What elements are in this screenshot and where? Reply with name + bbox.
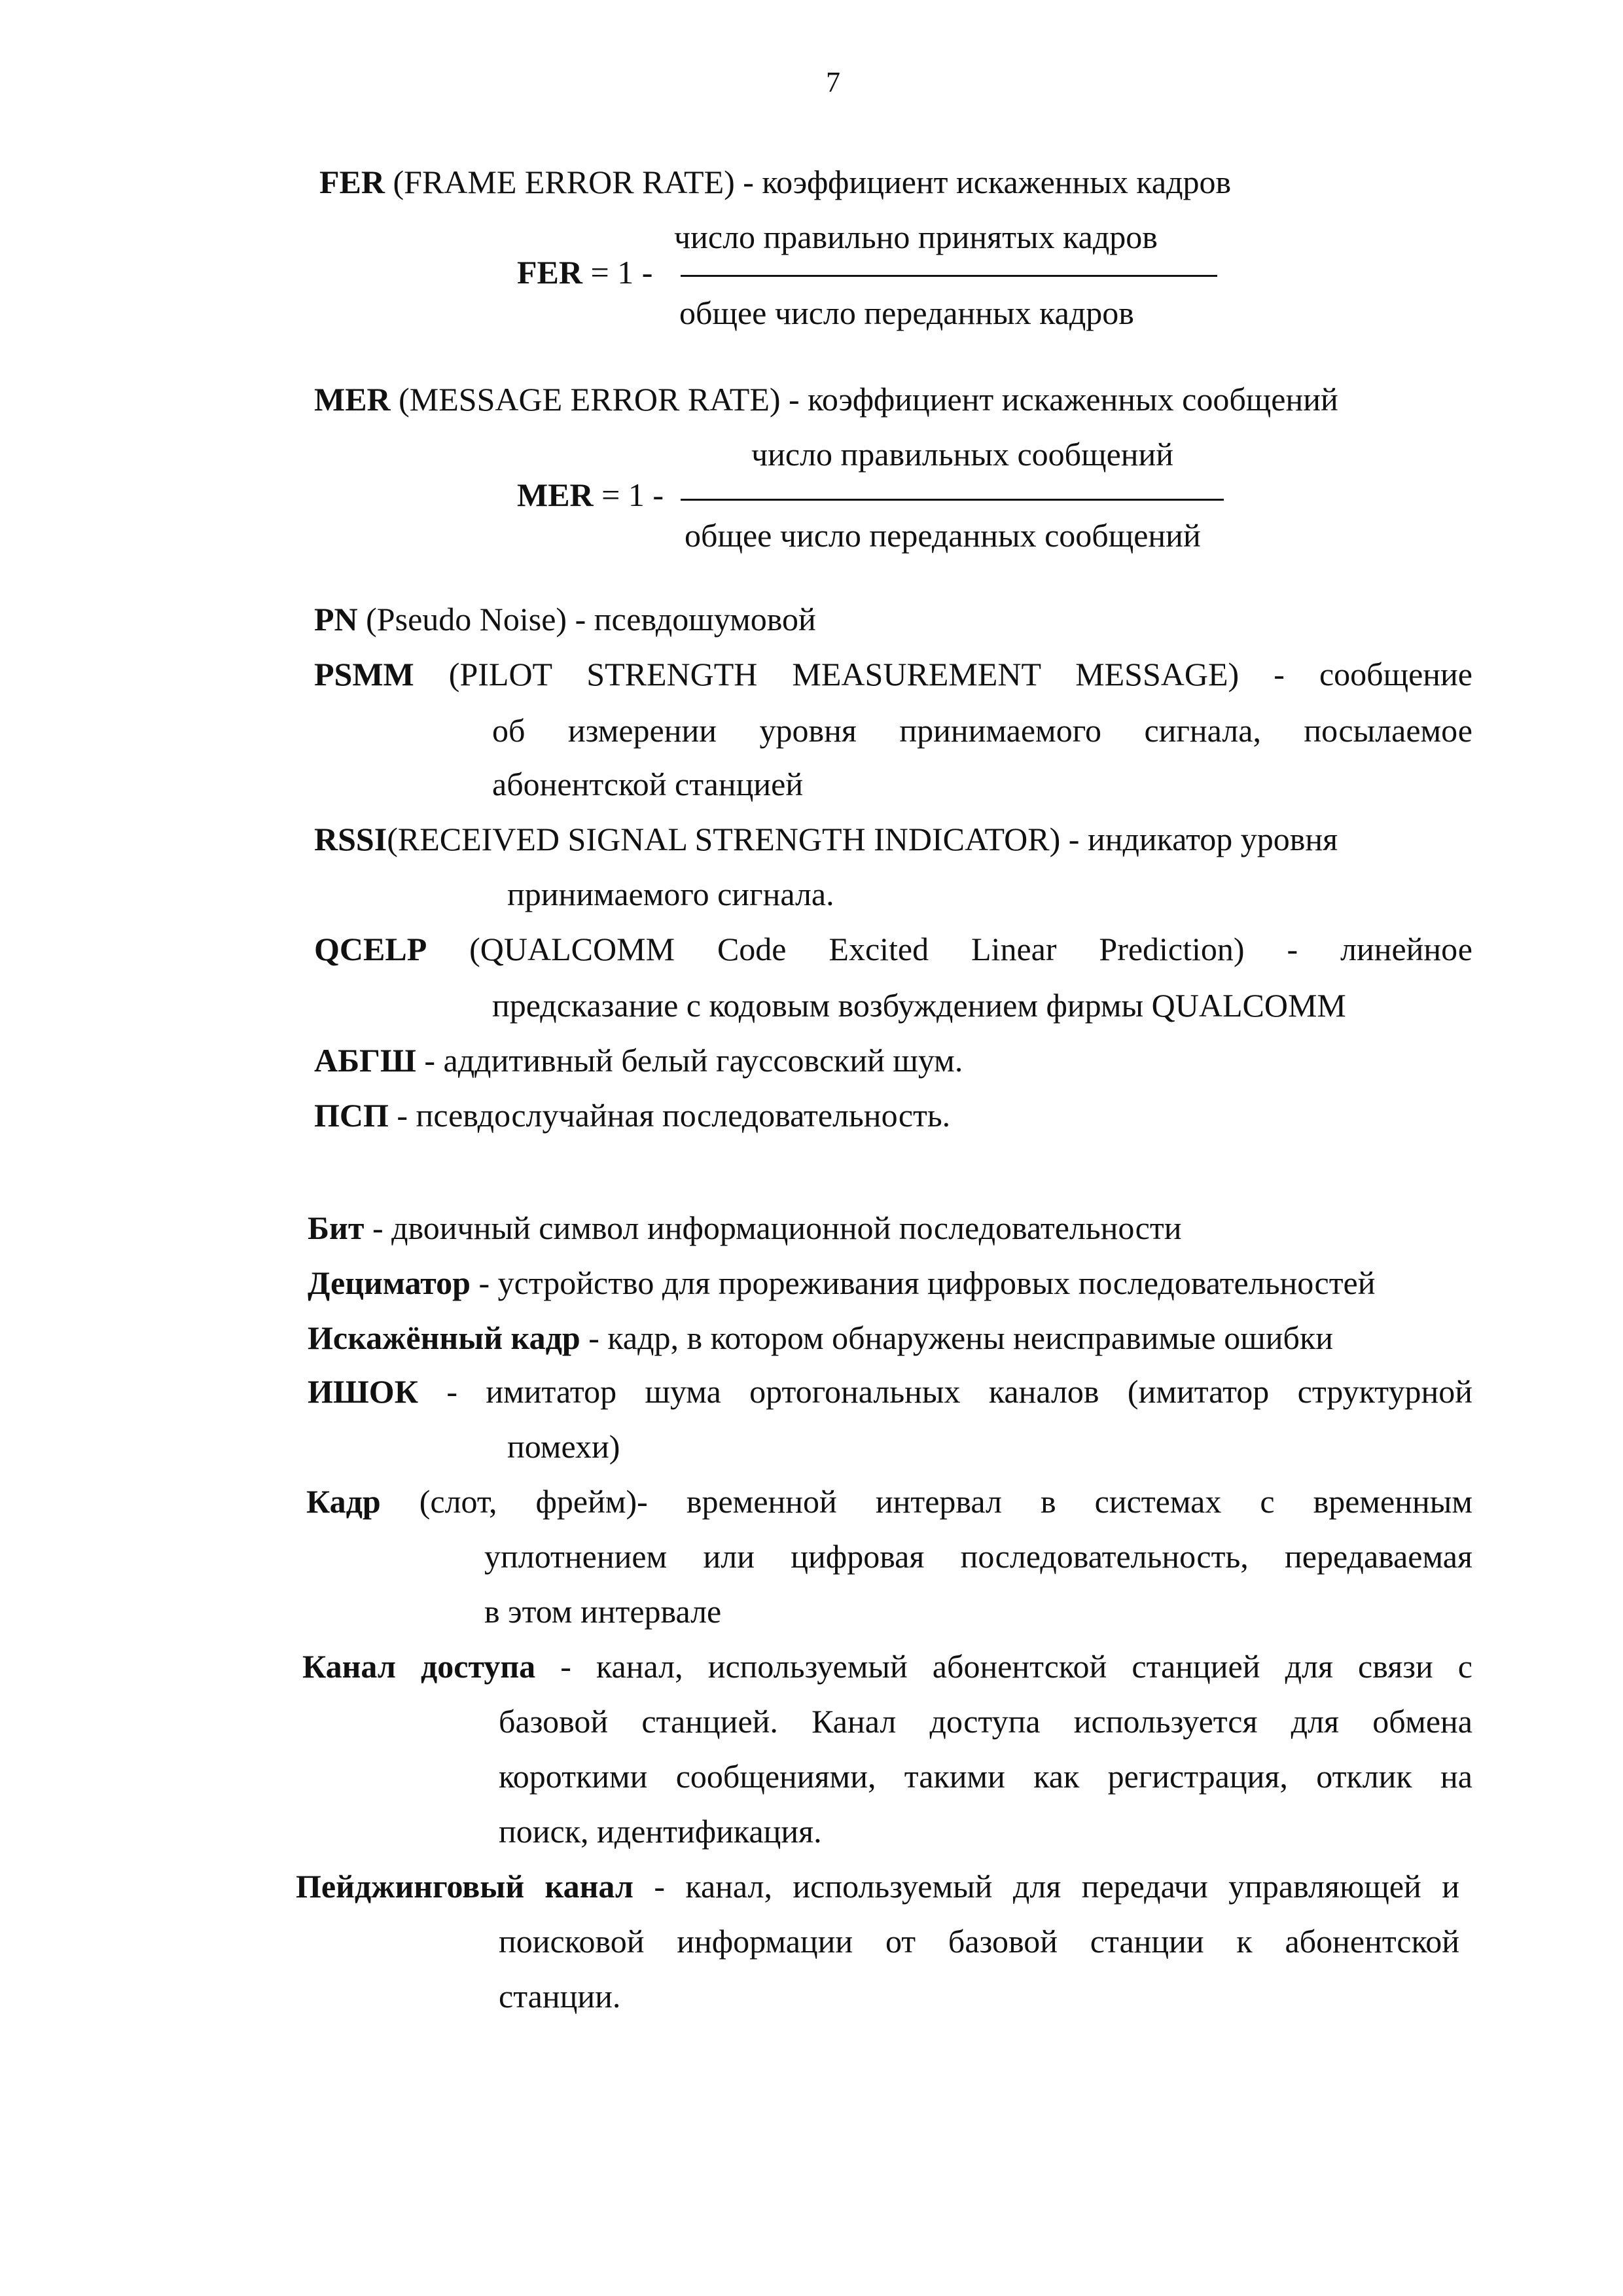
- mer-eq: = 1 -: [593, 476, 664, 513]
- mer-term: MER: [314, 381, 391, 418]
- mer-fraction-bar: [681, 499, 1224, 501]
- gloss-frame-term: Кадр: [306, 1483, 381, 1520]
- abbr-qcelp-term: QCELP: [314, 931, 427, 967]
- abbr-pn-term: PN: [314, 601, 358, 637]
- mer-heading: [314, 380, 1338, 419]
- abbr-qcelp-text1: (QUALCOMM Code Excited Linear Prediction) - линейное: [427, 931, 1472, 967]
- fer-formula-lhs: [517, 253, 652, 292]
- gloss-access-channel-line2: базовой станцией. Канал доступа используется для обмена: [499, 1703, 1472, 1740]
- mer-lhs: MER: [517, 476, 594, 513]
- gloss-ishok-text1: - имитатор шума ортогональных каналов (имитатор структурной: [418, 1373, 1472, 1410]
- gloss-ishok-line2: помехи): [507, 1428, 620, 1465]
- gloss-paging-channel-line2: поисковой информации от базовой станции к абонентской: [499, 1923, 1459, 1960]
- fer-eq: = 1 -: [582, 254, 653, 291]
- abbr-pn: [314, 600, 816, 639]
- gloss-paging-channel-line3: станции.: [499, 1978, 621, 2015]
- abbr-abgsh-def: - аддитивный белый гауссовский шум.: [416, 1042, 963, 1079]
- fer-title: (FRAME ERROR RATE) - коэффициент искаженных кадров: [385, 164, 1232, 200]
- abbr-rssi-line1: [314, 819, 1338, 859]
- fer-fraction-bar: [681, 275, 1217, 277]
- gloss-ishok-term: ИШОК: [308, 1373, 418, 1410]
- abbr-rssi-term: RSSI: [314, 821, 387, 857]
- fer-term: FER: [319, 164, 385, 200]
- abbr-psp: [314, 1096, 950, 1135]
- mer-denominator: общее число переданных сообщений: [685, 517, 1201, 554]
- gloss-decimator-term: Дециматор: [308, 1265, 471, 1301]
- gloss-frame-line3: в этом интервале: [484, 1593, 722, 1630]
- abbr-abgsh: [314, 1041, 963, 1080]
- gloss-access-channel-line3: короткими сообщениями, такими как регистрация, отклик на: [499, 1758, 1472, 1795]
- gloss-access-channel-line4: поиск, идентификация.: [499, 1813, 822, 1850]
- abbr-psmm-line3: абонентской станцией: [492, 766, 804, 802]
- abbr-psmm-line1: [314, 655, 1472, 694]
- abbr-rssi-text1: (RECEIVED SIGNAL STRENGTH INDICATOR) - индикатор уровня: [387, 821, 1338, 857]
- gloss-access-channel-term: Канал доступа: [302, 1648, 536, 1685]
- gloss-frame-text1: (слот, фрейм)- временной интервал в системах с временным: [380, 1483, 1472, 1520]
- gloss-corrupted-frame-term: Искажённый кадр: [308, 1319, 580, 1356]
- fer-heading: [319, 162, 1231, 202]
- gloss-bit-def: - двоичный символ информационной последовательности: [364, 1210, 1182, 1246]
- gloss-paging-channel-term: Пейджинговый канал: [296, 1868, 633, 1905]
- gloss-bit: [308, 1208, 1181, 1247]
- gloss-paging-channel-text1: - канал, используемый для передачи управляющей и: [633, 1868, 1459, 1905]
- abbr-psp-term: ПСП: [314, 1097, 389, 1134]
- abbr-rssi-line2: принимаемого сигнала.: [507, 876, 834, 912]
- fer-numerator: число правильно принятых кадров: [674, 219, 1158, 255]
- abbr-pn-def: (Pseudo Noise) - псевдошумовой: [357, 601, 816, 637]
- abbr-psmm-term: PSMM: [314, 656, 414, 692]
- gloss-decimator-def: - устройство для прореживания цифровых последовательностей: [470, 1265, 1376, 1301]
- mer-numerator: число правильных сообщений: [751, 436, 1174, 473]
- fer-denominator: общее число переданных кадров: [679, 295, 1134, 331]
- abbr-qcelp-line2: предсказание с кодовым возбуждением фирмы QUALCOMM: [492, 987, 1346, 1024]
- gloss-decimator: [308, 1263, 1376, 1302]
- page-number: 7: [826, 66, 840, 98]
- gloss-access-channel-text1: - канал, используемый абонентской станцией для связи с: [535, 1648, 1472, 1685]
- gloss-corrupted-frame: [308, 1318, 1333, 1357]
- gloss-frame-line1: [306, 1482, 1472, 1521]
- gloss-corrupted-frame-def: - кадр, в котором обнаружены неисправимые ошибки: [580, 1319, 1333, 1356]
- gloss-frame-line2: уплотнением или цифровая последовательность, передаваемая: [484, 1538, 1472, 1575]
- gloss-bit-term: Бит: [308, 1210, 365, 1246]
- gloss-ishok-line1: [308, 1372, 1472, 1411]
- mer-formula-lhs: [517, 475, 664, 514]
- abbr-qcelp-line1: [314, 929, 1472, 969]
- gloss-paging-channel-line1: [296, 1867, 1459, 1906]
- gloss-access-channel-line1: [302, 1647, 1472, 1686]
- abbr-psp-def: - псевдослучайная последовательность.: [388, 1097, 951, 1134]
- fer-lhs: FER: [517, 254, 582, 291]
- mer-title: (MESSAGE ERROR RATE) - коэффициент искаженных сообщений: [390, 381, 1338, 418]
- abbr-abgsh-term: АБГШ: [314, 1042, 416, 1079]
- abbr-psmm-line2: об измерении уровня принимаемого сигнала, посылаемое: [492, 712, 1472, 749]
- abbr-psmm-text1: (PILOT STRENGTH MEASUREMENT MESSAGE) - сообщение: [414, 656, 1472, 692]
